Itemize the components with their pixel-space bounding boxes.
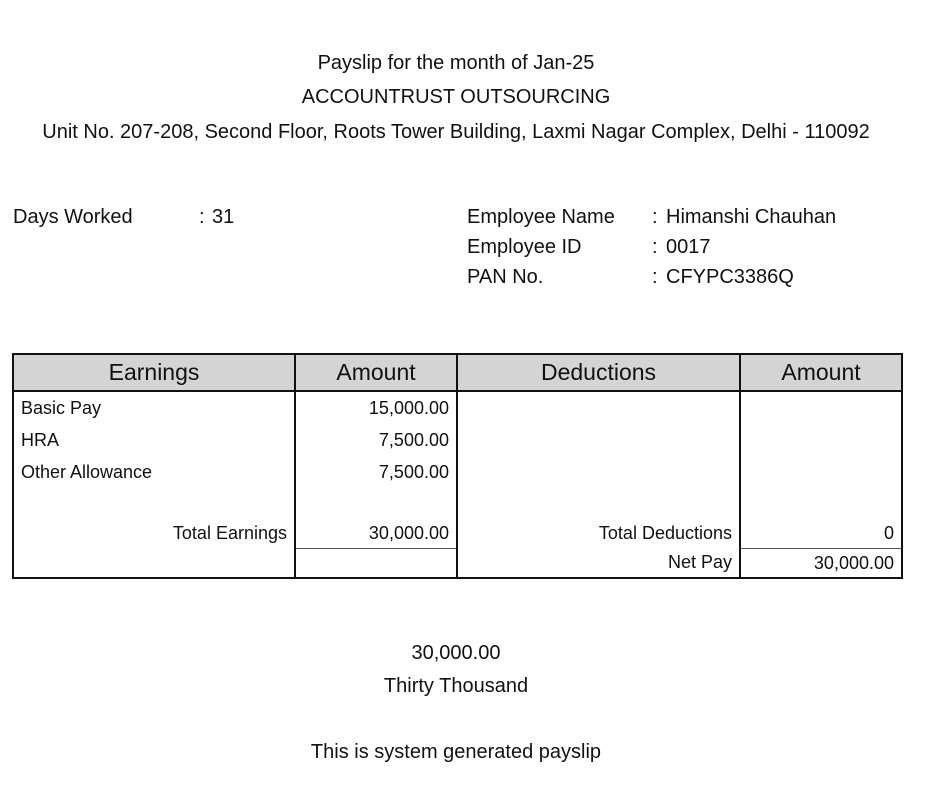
earning-name: HRA — [13, 424, 295, 456]
company-name: ACCOUNTRUST OUTSOURCING — [301, 86, 611, 108]
total-earnings-value: 30,000.00 — [295, 518, 457, 549]
table-header-row — [13, 354, 902, 391]
spacer-cell — [740, 488, 902, 518]
deduction-amount — [740, 456, 902, 488]
earning-amount: 7,500.00 — [295, 424, 457, 456]
deduction-name — [457, 391, 740, 424]
company-address: Unit No. 207-208, Second Floor, Roots Tower Building, Laxmi Nagar Complex, Delhi - 110092 — [42, 121, 870, 143]
employee-id-separator: : — [652, 236, 658, 258]
net-amount-in-words: Thirty Thousand — [383, 675, 529, 697]
spacer-cell — [295, 488, 457, 518]
total-earnings-label: Total Earnings — [13, 518, 295, 549]
spacer-cell — [13, 488, 295, 518]
earnings-header: Earnings — [13, 354, 295, 391]
net-pay-label: Net Pay — [457, 549, 740, 579]
earning-amount: 15,000.00 — [295, 391, 457, 424]
earnings-amount-header: Amount — [295, 354, 457, 391]
empty-cell — [13, 549, 295, 579]
empty-cell — [295, 549, 457, 579]
net-amount: 30,000.00 — [411, 642, 501, 664]
deduction-name — [457, 424, 740, 456]
table-row — [13, 456, 902, 488]
employee-id-value: 0017 — [666, 236, 711, 258]
earning-name: Other Allowance — [13, 456, 295, 488]
employee-name-value: Himanshi Chauhan — [666, 206, 837, 228]
pan-label: PAN No. — [467, 266, 544, 288]
net-pay-row — [13, 549, 902, 579]
pan-separator: : — [652, 266, 658, 288]
table-spacer-row — [13, 488, 902, 518]
table-row — [13, 424, 902, 456]
employee-name-label: Employee Name — [467, 206, 615, 228]
totals-row — [13, 518, 902, 549]
payslip-title: Payslip for the month of Jan-25 — [317, 52, 595, 74]
employee-id-label: Employee ID — [467, 236, 582, 258]
net-pay-value: 30,000.00 — [740, 549, 902, 579]
deduction-amount — [740, 391, 902, 424]
deduction-amount — [740, 424, 902, 456]
spacer-cell — [457, 488, 740, 518]
earning-amount: 7,500.00 — [295, 456, 457, 488]
days-worked-value: 31 — [212, 206, 235, 228]
deduction-name — [457, 456, 740, 488]
total-deductions-label: Total Deductions — [457, 518, 740, 549]
employee-name-separator: : — [652, 206, 658, 228]
earning-name: Basic Pay — [13, 391, 295, 424]
table-row — [13, 391, 902, 424]
days-worked-label: Days Worked — [13, 206, 133, 228]
system-generated-note: This is system generated payslip — [310, 741, 602, 763]
deductions-header: Deductions — [457, 354, 740, 391]
pan-value: CFYPC3386Q — [666, 266, 794, 288]
salary-table — [12, 353, 903, 579]
total-deductions-value: 0 — [740, 518, 902, 549]
days-worked-separator: : — [199, 206, 205, 228]
deductions-amount-header: Amount — [740, 354, 902, 391]
